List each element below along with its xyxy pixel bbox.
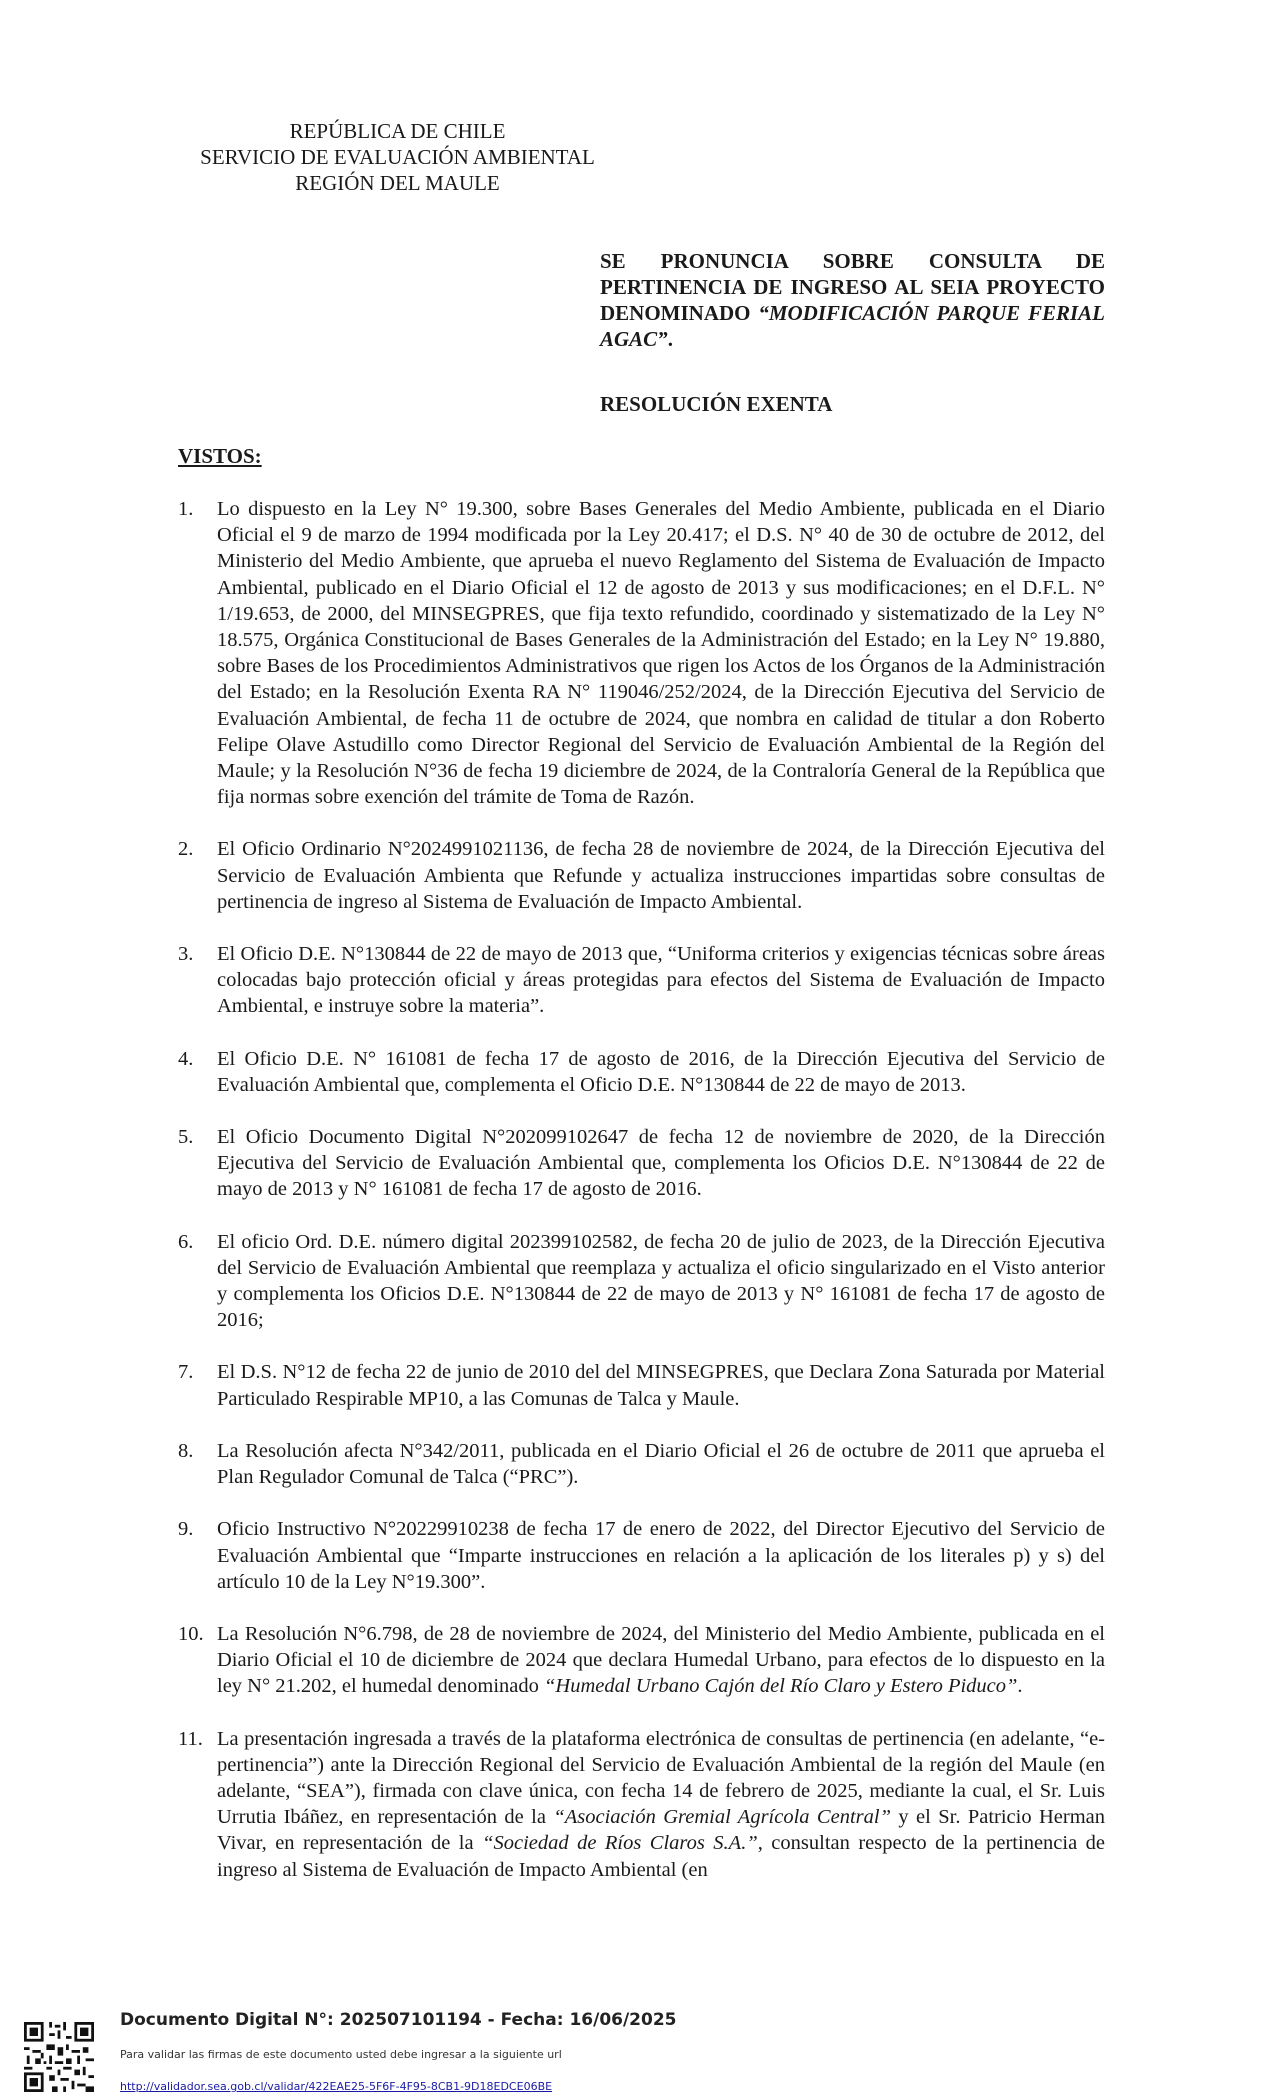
item-number: 2.: [178, 838, 194, 861]
list-item: [178, 1124, 1105, 1203]
item-number: 8.: [178, 1439, 194, 1462]
item-tail: , consultan respecto de la pertinencia de ingreso al Sistema de Evaluación de Impacto Ambiental (en: [217, 1832, 1106, 1881]
item-text: El Oficio Documento Digital N°202099102647 de fecha 12 de noviembre de 2020, de la Dirección Ejecutiva del Servicio de Evaluación Ambiental que, complementa los Oficios D.E. N°130844 de 22 de mayo de 2013 y N° 161081 de fecha 17 de agosto de 2016.: [217, 1126, 1105, 1201]
item-number: 11.: [178, 1727, 203, 1750]
doc-number-bold: 101194: [410, 2010, 482, 2030]
digital-document-number: [120, 2010, 677, 2030]
doc-date: - Fecha: 16/06/2025: [481, 2010, 677, 2030]
resolution-label: RESOLUCIÓN EXENTA: [600, 392, 833, 416]
validation-instructions: Para validar las firmas de este documento usted debe ingresar a la siguiente url: [120, 2048, 562, 2061]
project-name: “MODIFICACIÓN PARQUE FERIAL AGAC”: [600, 301, 1106, 351]
list-item: [178, 941, 1105, 1020]
list-item: [178, 1621, 1105, 1700]
item-number: 1.: [178, 498, 194, 520]
item-text: El Oficio D.E. N°130844 de 22 de mayo de 2013 que, “Uniforma criterios y exigencias técnicas sobre áreas colocadas bajo protección oficial y áreas protegidas para efectos del Sistema de Evaluación de Impacto Ambiental, e instruye sobre la materia”.: [217, 943, 1105, 1018]
item-number: 3.: [178, 943, 194, 966]
item-text: Lo dispuesto en la Ley N° 19.300, sobre Bases Generales del Medio Ambiente, publicada en el Diario Oficial el 9 de marzo de 1994 modificada por la Ley 20.417; el D.S. N° 40 de 30 de octubre de 2012, del Ministerio del Medio Ambiente, que aprueba el nuevo Reglamento del Sistema de Evaluación de Impacto Ambiental, publicado en el Diario Oficial el 12 de agosto de 2013 y sus modificaciones; en el D.F.L. N° 1/19.653, de 2000, del MINSEGPRES, que fija texto refundido, coordinado y sistematizado de la Ley N° 18.575, Orgánica Constitucional de Bases Generales de la Administración del Estado; en la Ley N° 19.880, sobre Bases de los Procedimientos Administrativos que rigen los Actos de los Órganos de la Administración del Estado; en la Resolución Exenta RA N° 119046/252/2024, de la Dirección Ejecutiva del Servicio de Evaluación Ambiental, de fecha 11 de octubre de 2024, que nombra en calidad de titular a don Roberto Felipe Olave Astudillo como Director Regional del Servicio de Evaluación Ambiental de la Región del Maule; y la Resolución N°36 de fecha 19 diciembre de 2024, de la Contraloría General de la República que fija normas sobre exención del trámite de Toma de Razón.: [217, 498, 1105, 809]
list-item: [178, 496, 1105, 810]
list-item: [178, 836, 1105, 915]
qr-code-icon: [24, 2022, 94, 2092]
list-item: [178, 1516, 1105, 1595]
doc-number-label: Documento Digital N°: 202507: [120, 2010, 411, 2030]
subject-end: .: [667, 327, 673, 351]
vistos-heading: VISTOS:: [178, 444, 262, 468]
item-text-2: y el Sr. Patricio Herman Vivar, en representación de la: [217, 1806, 1106, 1855]
list-item: [178, 1438, 1105, 1490]
list-item: [178, 1726, 1105, 1883]
item-text: El D.S. N°12 de fecha 22 de junio de 2010 del del MINSEGPRES, que Declara Zona Saturada por Material Particulado Respirable MP10, a las Comunas de Talca y Maule.: [217, 1361, 1105, 1410]
vistos-list: [178, 496, 1105, 1909]
item-text: El Oficio Ordinario N°2024991021136, de fecha 28 de noviembre de 2024, de la Dirección Ejecutiva del Servicio de Evaluación Ambienta que Refunde y actualiza instrucciones impartidas sobre consultas de pertinencia de ingreso al Sistema de Evaluación de Impacto Ambiental.: [217, 838, 1105, 913]
item-italic: “Humedal Urbano Cajón del Río Claro y Estero Piduco”: [544, 1675, 1018, 1698]
validation-link[interactable]: http://validador.sea.gob.cl/validar/422EAE25-5F6F-4F95-8CB1-9D18EDCE06BE: [120, 2080, 553, 2093]
item-number: 10.: [178, 1622, 204, 1645]
item-tail: .: [1017, 1675, 1023, 1698]
resolution-subject: [600, 248, 1105, 352]
digital-signature-footer: [24, 2010, 1224, 2100]
item-text: El Oficio D.E. N° 161081 de fecha 17 de agosto de 2016, de la Dirección Ejecutiva del Servicio de Evaluación Ambiental que, complementa el Oficio D.E. N°130844 de 22 de mayo de 2013.: [217, 1047, 1105, 1096]
list-item: [178, 1229, 1105, 1334]
item-number: 4.: [178, 1047, 194, 1070]
item-text: Oficio Instructivo N°20229910238 de fecha 17 de enero de 2022, del Director Ejecutivo del Servicio de Evaluación Ambiental que “Imparte instrucciones en relación a la aplicación de los literales p) y s) del artículo 10 de la Ley N°19.300”.: [217, 1518, 1105, 1593]
item-number: 7.: [178, 1361, 194, 1384]
item-italic-2: “Sociedad de Ríos Claros S.A.”: [482, 1832, 758, 1855]
item-text: La presentación ingresada a través de la plataforma electrónica de consultas de pertinencia (en adelante, “e-pertinencia”) ante la Dirección Regional del Servicio de Evaluación Ambiental de la región del Maule (en adelante, “SEA”), firmada con clave única, con fecha 14 de febrero de 2025, mediante la cual, el Sr. Luis Urrutia Ibáñez, en representación de la: [217, 1727, 1105, 1829]
item-number: 5.: [178, 1126, 194, 1149]
item-text: El oficio Ord. D.E. número digital 202399102582, de fecha 20 de julio de 2023, de la Dirección Ejecutiva del Servicio de Evaluación Ambiental que reemplaza y actualiza el oficio singularizado en el Visto anterior y complementa los Oficios D.E. N°130844 de 22 de mayo de 2013 y N° 161081 de fecha 17 de agosto de 2016;: [217, 1230, 1105, 1332]
list-item: [178, 1359, 1105, 1411]
institution-header: [170, 118, 625, 196]
item-text: La Resolución afecta N°342/2011, publicada en el Diario Oficial el 26 de octubre de 2011 que aprueba el Plan Regulador Comunal de Talca (“PRC”).: [217, 1439, 1105, 1489]
list-item: [178, 1046, 1105, 1098]
item-italic: “Asociación Gremial Agrícola Central”: [553, 1806, 891, 1829]
subject-text: SE PRONUNCIA SOBRE CONSULTA DE PERTINENCIA DE INGRESO AL SEIA PROYECTO DENOMINADO: [600, 249, 1105, 325]
item-number: 6.: [178, 1230, 194, 1253]
header-region: REGIÓN DEL MAULE: [295, 171, 500, 195]
header-service: SERVICIO DE EVALUACIÓN AMBIENTAL: [200, 145, 595, 169]
header-country: REPÚBLICA DE CHILE: [289, 119, 506, 143]
item-text: La Resolución N°6.798, de 28 de noviembre de 2024, del Ministerio del Medio Ambiente, publicada en el Diario Oficial el 10 de diciembre de 2024 que declara Humedal Urbano, para efectos de lo dispuesto en la ley N° 21.202, el humedal denominado: [217, 1622, 1105, 1698]
item-number: 9.: [178, 1518, 194, 1541]
